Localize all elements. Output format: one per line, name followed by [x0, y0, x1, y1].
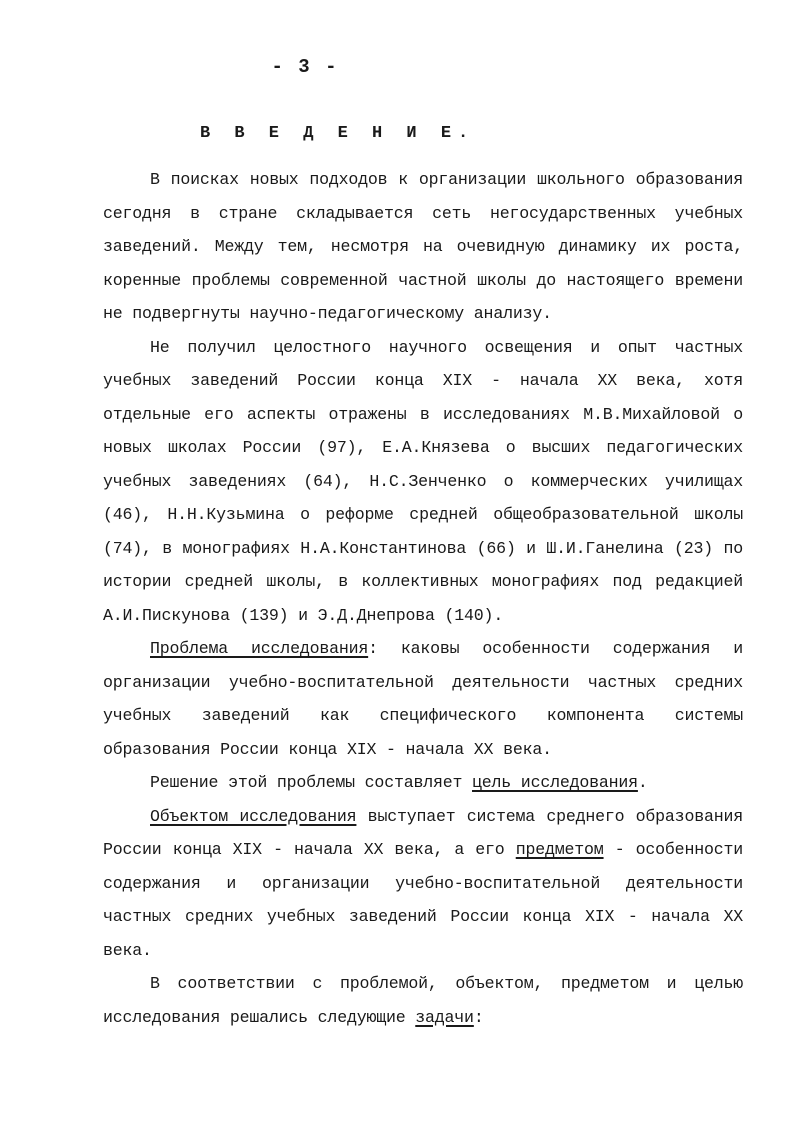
paragraph-text: Решение этой проблемы составляет — [150, 773, 473, 792]
term-problem: Проблема исследования — [150, 639, 369, 658]
paragraph-text-end: : — [473, 1007, 484, 1027]
paragraph-text: Не получил целостного научного освещения и опыт частных учебных заведений России конца XIX - начала XX века, хотя отдельные его аспекты отражены в исследованиях М.В.Михайловой о новых школах России (97), Е.А.Князева о высших педагогических учебных заведениях (64), Н.С.Зенченко о коммерческих училищах (46), Н.Н.Кузьмина о реформе средней общеобразовательной школы (74), в монографиях Н.А.Константинова (66) и Ш.И.Ганелина (23) по истории средней школы, в коллективных монографиях под редакцией А.И.Пискунова (139) и Э.Д.Днепрова (140). — [103, 337, 743, 625]
section-heading: В В Е Д Е Н И Е. — [200, 124, 476, 143]
paragraph-text-2: - особенности содержания и организации учебно-воспитательной деятельности частных средних учебных заведений России конца XIX - начала XX века. — [103, 840, 743, 960]
paragraph-goal — [103, 766, 743, 800]
term-tasks: задачи — [415, 1007, 474, 1027]
page-number: - 3 - — [271, 56, 339, 78]
paragraph-problem — [103, 632, 743, 766]
term-object: Объектом исследования — [150, 806, 357, 826]
paragraph-literature — [103, 331, 743, 633]
paragraph-intro — [103, 163, 743, 331]
paragraph-tasks — [103, 967, 743, 1034]
term-subject: предметом — [515, 840, 604, 859]
body-text — [103, 163, 743, 1034]
term-goal: цель исследования — [472, 773, 638, 792]
paragraph-text-end: . — [637, 773, 648, 792]
paragraph-text: выступает система среднего образования России конца XIX - начала XX века, а его — [103, 806, 743, 859]
paragraph-text: : каковы особенности содержания и организации учебно-воспитательной деятельности частных средних учебных заведений как специфического компонента системы образования России конца XIX - начала XX века. — [103, 639, 744, 759]
paragraph-text: В соответствии с проблемой, объектом, предметом и целью исследования решались следующие — [103, 974, 743, 1027]
paragraph-object — [103, 800, 743, 968]
paragraph-text: В поисках новых подходов к организации школьного образования сегодня в стране складывается сеть негосударственных учебных заведений. Между тем, несмотря на очевидную динамику их роста, коренные проблемы современной частной школы до настоящего времени не подвергнуты научно-педагогическому анализу. — [103, 170, 743, 323]
